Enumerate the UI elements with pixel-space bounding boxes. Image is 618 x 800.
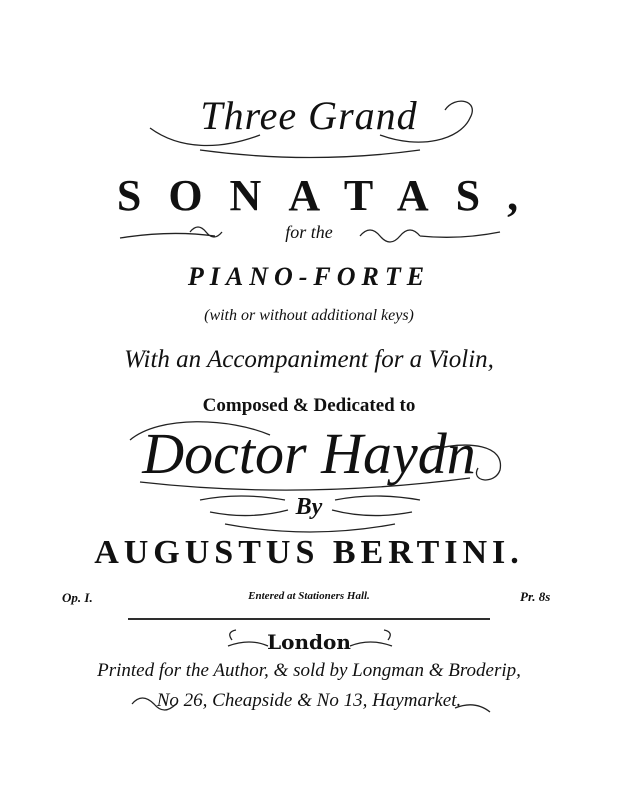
keys-note: (with or without additional keys) bbox=[204, 307, 414, 324]
printed-for-text: Printed for the Author, & sold by Longman & Broderip, bbox=[97, 660, 521, 681]
title: Three Grand bbox=[200, 93, 418, 138]
accompaniment-text: With an Accompaniment for a Violin, bbox=[124, 346, 494, 373]
genre-heading: SONATAS, bbox=[116, 171, 546, 220]
entered-notice: Entered at Stationers Hall. bbox=[248, 590, 370, 602]
instrument-heading: PIANO-FORTE bbox=[187, 262, 431, 291]
by-swash-lower bbox=[225, 524, 395, 532]
composer-name: AUGUSTUS BERTINI. bbox=[94, 534, 524, 571]
title-underline bbox=[200, 150, 420, 158]
opus-number: Op. I. bbox=[62, 590, 93, 605]
by-text: By bbox=[295, 494, 323, 520]
price: Pr. 8s bbox=[520, 589, 551, 604]
city-name: London bbox=[267, 630, 351, 654]
dedicatee-name: Doctor Haydn bbox=[142, 421, 476, 486]
composed-dedicated-text: Composed & Dedicated to bbox=[202, 395, 416, 416]
publisher-address: No 26, Cheapside & No 13, Haymarket. bbox=[156, 690, 462, 711]
for-the-text: for the bbox=[285, 222, 333, 242]
